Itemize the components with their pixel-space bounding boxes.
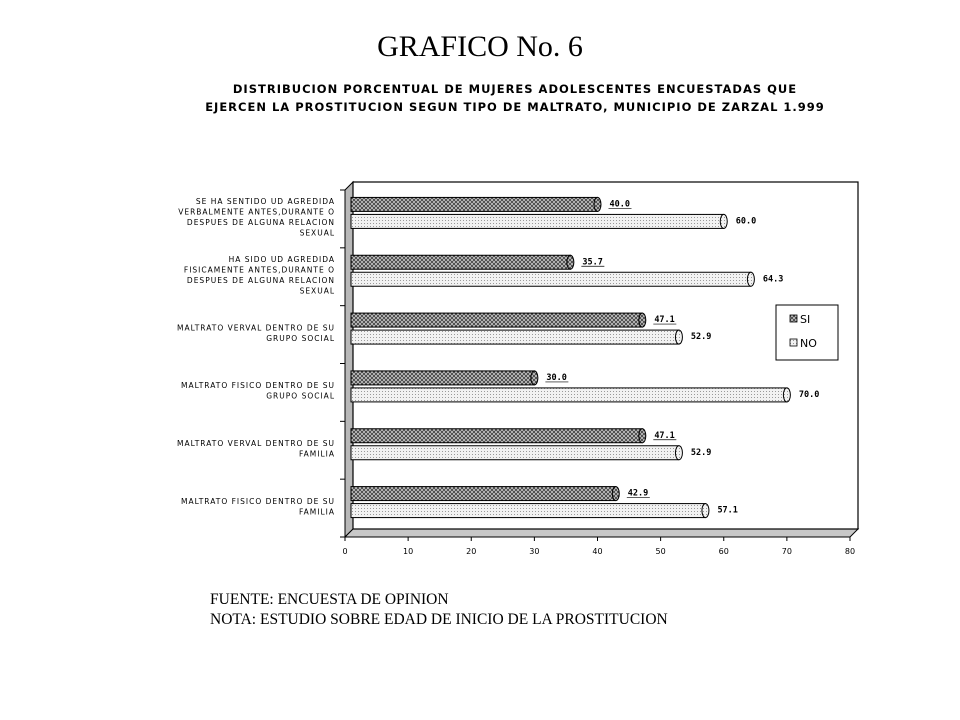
data-label-no: 57.1 xyxy=(717,505,738,516)
category-label: MALTRATO FISICO DENTRO DE SU xyxy=(180,496,335,506)
chart-floor xyxy=(345,529,858,537)
data-label-no: 52.9 xyxy=(690,332,712,343)
page-title: GRAFICO No. 6 xyxy=(377,30,583,63)
bar-si-end-cap xyxy=(639,313,646,327)
bar-si-body xyxy=(351,487,616,501)
bar-no xyxy=(351,330,682,344)
bar-no xyxy=(351,504,709,518)
bar-no-end-cap xyxy=(783,388,790,402)
note-text: NOTA: ESTUDIO SOBRE EDAD DE INICIO DE LA PROSTITUCION xyxy=(210,611,668,628)
category-label: DESPUES DE ALGUNA RELACION xyxy=(186,218,335,228)
chart-title-line-2: EJERCEN LA PROSTITUCION SEGUN TIPO DE MALTRATO, MUNICIPIO DE ZARZAL 1.999 xyxy=(205,100,825,114)
category-label: FAMILIA xyxy=(299,507,335,517)
chart-side-wall xyxy=(345,182,353,537)
category-label: FAMILIA xyxy=(299,449,335,459)
data-label-no: 52.9 xyxy=(690,447,712,458)
x-tick-label: 60 xyxy=(718,547,729,556)
category-label: SEXUAL xyxy=(299,286,335,296)
x-tick-label: 70 xyxy=(781,547,792,556)
legend-swatch-no xyxy=(790,339,797,346)
x-tick-label: 80 xyxy=(844,547,856,556)
category-label: FISICAMENTE ANTES,DURANTE O xyxy=(183,265,335,275)
bar-si-body xyxy=(351,313,642,327)
bar-no xyxy=(351,446,682,460)
bar-si xyxy=(351,255,574,269)
bar-si-body xyxy=(351,197,598,211)
data-label-si: 42.9 xyxy=(627,488,649,499)
category-label: MALTRATO VERVAL DENTRO DE SU xyxy=(176,439,335,448)
bar-no-body xyxy=(351,214,724,228)
x-tick-label: 50 xyxy=(655,547,666,556)
bar-si-body xyxy=(351,255,570,269)
data-label-si: 35.7 xyxy=(582,257,603,268)
legend-label-si: SI xyxy=(800,313,811,326)
bar-si-end-cap xyxy=(594,197,601,211)
bar-si xyxy=(351,429,646,443)
bar-si-end-cap xyxy=(567,255,574,269)
legend-label-no: NO xyxy=(800,337,817,350)
x-tick-label: 0 xyxy=(342,547,348,556)
bar-no-end-cap xyxy=(702,504,709,518)
data-label-no: 70.0 xyxy=(798,389,820,400)
data-label-si: 47.1 xyxy=(654,430,675,441)
bar-no-body xyxy=(351,330,679,344)
bar-no-body xyxy=(351,504,705,518)
chart-title-line-1: DISTRIBUCION PORCENTUAL DE MUJERES ADOLESCENTES ENCUESTADAS QUE xyxy=(232,82,798,96)
category-label: MALTRATO FISICO DENTRO DE SU xyxy=(180,381,335,391)
bar-no-end-cap xyxy=(747,272,754,286)
bar-no xyxy=(351,272,754,286)
bar-si-body xyxy=(351,371,534,385)
x-tick-label: 20 xyxy=(466,547,477,556)
legend-swatch-si xyxy=(790,315,797,322)
category-label: SEXUAL xyxy=(299,228,335,238)
footer xyxy=(210,590,668,630)
bar-no-body xyxy=(351,272,751,286)
data-label-si: 30.0 xyxy=(546,372,567,383)
bar-si-end-cap xyxy=(531,371,538,385)
bar-si xyxy=(351,371,538,385)
category-label: HA SIDO UD AGREDIDA xyxy=(228,255,335,264)
bar-no-end-cap xyxy=(675,330,682,344)
data-label-no: 60.0 xyxy=(735,216,757,227)
bar-si-body xyxy=(351,429,642,443)
category-label: MALTRATO VERVAL DENTRO DE SU xyxy=(176,323,335,333)
category-label: SE HA SENTIDO UD AGREDIDA xyxy=(195,197,335,207)
bar-no-body xyxy=(351,446,679,460)
category-label: DESPUES DE ALGUNA RELACION xyxy=(186,276,335,285)
data-label-si: 40.0 xyxy=(609,199,630,210)
data-label-no: 64.3 xyxy=(762,274,784,285)
bar-no xyxy=(351,214,727,228)
data-label-si: 47.1 xyxy=(654,315,675,326)
x-tick-label: 10 xyxy=(403,547,414,556)
category-label: GRUPO SOCIAL xyxy=(266,333,335,343)
source-text: FUENTE: ENCUESTA DE OPINION xyxy=(210,591,449,608)
x-tick-label: 40 xyxy=(592,547,603,556)
bar-si xyxy=(351,313,646,327)
bar-si xyxy=(351,487,619,501)
x-tick-label: 30 xyxy=(529,547,540,556)
bar-no xyxy=(351,388,790,402)
category-label: GRUPO SOCIAL xyxy=(266,391,335,401)
category-label: VERBALMENTE ANTES,DURANTE O xyxy=(178,207,335,217)
bar-no-end-cap xyxy=(720,214,727,228)
bar-si-end-cap xyxy=(639,429,646,443)
bar-si xyxy=(351,197,601,211)
bar-no-end-cap xyxy=(675,446,682,460)
bar-si-end-cap xyxy=(612,487,619,501)
bar-no-body xyxy=(351,388,787,402)
